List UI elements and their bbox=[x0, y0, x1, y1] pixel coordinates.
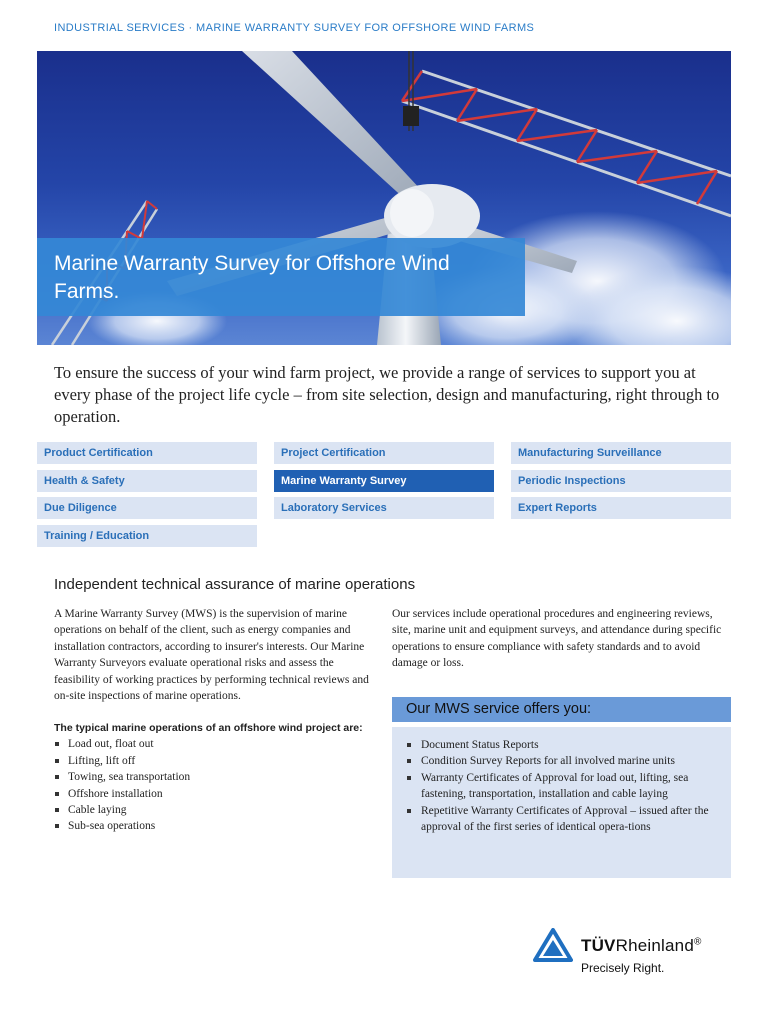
logo-name-regular: Rheinland bbox=[615, 936, 694, 955]
list-item: Towing, sea transportation bbox=[54, 769, 378, 785]
service-manufacturing-surveillance[interactable]: Manufacturing Surveillance bbox=[511, 442, 731, 464]
list-item: Offshore installation bbox=[54, 786, 378, 802]
operations-heading: The typical marine operations of an offshore wind project are: bbox=[54, 722, 363, 735]
list-item: Warranty Certificates of Approval for load out, lifting, sea fastening, transportation, installation and cable laying bbox=[406, 770, 719, 803]
logo-name-bold: TÜV bbox=[581, 936, 616, 955]
logo-tagline: Precisely Right. bbox=[581, 961, 665, 975]
triangle-logo-icon bbox=[533, 928, 573, 962]
intro-paragraph: To ensure the success of your wind farm project, we provide a range of services to support you at every phase of the project life cycle – from site selection, design and manufacturing, right through to operation. bbox=[54, 363, 720, 426]
offers-box bbox=[392, 727, 731, 878]
offers-list bbox=[406, 737, 719, 835]
registered-mark: ® bbox=[693, 936, 702, 948]
service-grid bbox=[37, 442, 731, 552]
list-item: Lifting, lift off bbox=[54, 753, 378, 769]
section-heading: Independent technical assurance of marine operations bbox=[54, 576, 416, 593]
offers-heading: Our MWS service offers you: bbox=[392, 697, 731, 722]
list-item: Cable laying bbox=[54, 802, 378, 818]
breadcrumb: INDUSTRIAL SERVICES · MARINE WARRANTY SURVEY FOR OFFSHORE WIND FARMS bbox=[54, 22, 535, 34]
list-item: Sub-sea operations bbox=[54, 818, 378, 834]
service-health-safety[interactable]: Health & Safety bbox=[37, 470, 257, 492]
services-description: Our services include operational procedures and engineering reviews, site, marine unit and equipment surveys, and attendance during specific operations to ensure compliance with safety standards and to avoid damage or loss. bbox=[392, 608, 722, 670]
service-product-certification[interactable]: Product Certification bbox=[37, 442, 257, 464]
left-column bbox=[54, 606, 378, 835]
tuv-rheinland-logo bbox=[533, 928, 733, 980]
mws-description: A Marine Warranty Survey (MWS) is the supervision of marine operations on behalf of the client, such as energy companies and installation contractors, according to insurer's interests. Our Marine Warranty Surveyors evaluate operational risks and assess the feasibility of working practices by performing technical reviews and on-site inspections of marine operations. bbox=[54, 608, 369, 703]
right-column bbox=[392, 606, 731, 672]
list-item: Document Status Reports bbox=[406, 737, 719, 753]
list-item: Load out, float out bbox=[54, 736, 378, 752]
logo-name bbox=[581, 936, 702, 956]
service-marine-warranty-survey[interactable]: Marine Warranty Survey bbox=[274, 470, 494, 492]
service-laboratory-services[interactable]: Laboratory Services bbox=[274, 497, 494, 519]
operations-list bbox=[54, 736, 378, 834]
hero-title: Marine Warranty Survey for Offshore Wind Farms. bbox=[54, 252, 450, 303]
service-project-certification[interactable]: Project Certification bbox=[274, 442, 494, 464]
list-item: Condition Survey Reports for all involved marine units bbox=[406, 753, 719, 769]
service-due-diligence[interactable]: Due Diligence bbox=[37, 497, 257, 519]
service-training-education[interactable]: Training / Education bbox=[37, 525, 257, 547]
list-item: Repetitive Warranty Certificates of Approval – issued after the approval of the first series of identical opera-tions bbox=[406, 803, 719, 836]
service-periodic-inspections[interactable]: Periodic Inspections bbox=[511, 470, 731, 492]
service-expert-reports[interactable]: Expert Reports bbox=[511, 497, 731, 519]
